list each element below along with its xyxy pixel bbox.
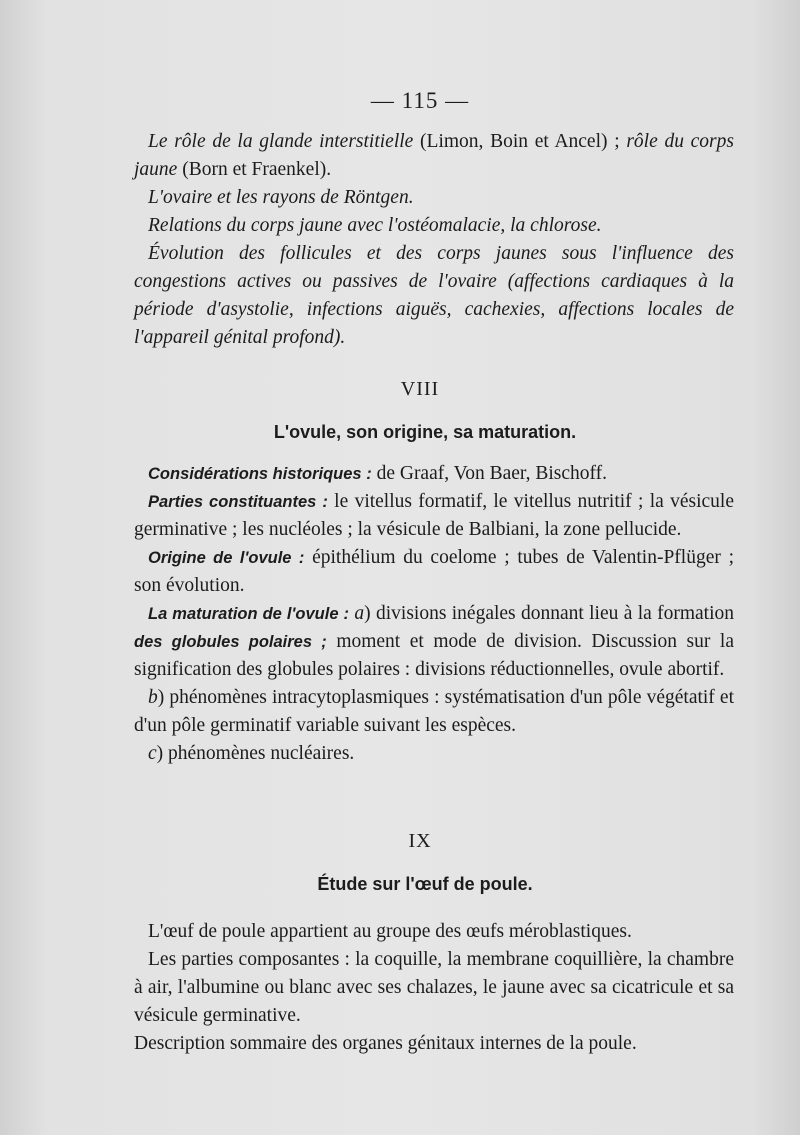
intro-italic-b: rôle du corps jaune xyxy=(134,131,734,180)
viii-p4-letter-a: a xyxy=(354,603,365,624)
viii-paragraph-1 xyxy=(134,460,734,488)
viii-paragraph-5 xyxy=(134,684,734,740)
viii-paragraph-6 xyxy=(134,740,734,768)
viii-p4-label-b: des globules polaires ; xyxy=(134,633,327,651)
viii-p4-text-a: ) divisions inégales donnant lieu à la formation xyxy=(364,603,735,624)
page-number: — 115 — xyxy=(370,88,470,113)
viii-p5-letter: b xyxy=(148,687,158,708)
viii-paragraph-2 xyxy=(134,488,734,544)
viii-p2-label: Parties constituantes : xyxy=(148,493,328,511)
intro-paragraph-1 xyxy=(134,128,734,184)
intro-paragraph-2: L'ovaire et les rayons de Röntgen. xyxy=(148,187,414,208)
viii-p5-text: ) phénomènes intracytoplasmiques : systématisation d'un pôle végétatif et d'un pôle germinatif variable suivant les espèces. xyxy=(134,687,734,736)
viii-p3-label: Origine de l'ovule : xyxy=(148,549,305,567)
intro-block xyxy=(134,128,734,352)
ix-paragraph-2: Les parties composantes : la coquille, la membrane coquillière, la chambre à air, l'albumine ou blanc avec ses chalazes, le jaune avec sa cicatricule et sa vésicule germinative. xyxy=(134,949,734,1026)
viii-p3-text: épithélium du coelome ; tubes de Valentin-Pflüger ; son évolution. xyxy=(134,547,734,596)
viii-p1-label: Considérations historiques : xyxy=(148,465,372,483)
viii-p6-letter: c xyxy=(148,743,157,764)
intro-paragraph-3: Relations du corps jaune avec l'ostéomalacie, la chlorose. xyxy=(148,215,602,236)
viii-p4-text-b: moment et mode de division. Discussion sur la signification des globules polaires : divisions réductionnelles, ovule abortif. xyxy=(134,631,734,680)
section-viii-body xyxy=(134,460,734,768)
viii-p1-text: de Graaf, Von Baer, Bischoff. xyxy=(371,463,608,484)
viii-paragraph-4 xyxy=(134,600,734,684)
viii-p4-label: La maturation de l'ovule : xyxy=(148,605,350,623)
section-viii-title: L'ovule, son origine, sa maturation. xyxy=(273,422,577,442)
ix-paragraph-3: Description sommaire des organes génitaux internes de la poule. xyxy=(134,1033,637,1054)
intro-paragraph-4: Évolution des follicules et des corps jaunes sous l'influence des congestions actives ou passives de l'ovaire (affections cardiaques à la période d'asystolie, infections aiguës, cachexies, affections locales de l'appareil génital profond). xyxy=(134,243,734,348)
section-ix-body xyxy=(134,918,734,1058)
section-viii-number: VIII xyxy=(400,378,440,400)
section-ix-title: Étude sur l'œuf de poule. xyxy=(317,874,533,894)
viii-p2-text: le vitellus formatif, le vitellus nutritif ; la vésicule germinative ; les nucléoles ; la vésicule de Balbiani, la zone pellucide. xyxy=(134,491,734,540)
intro-italic-a: Le rôle de la glande interstitielle xyxy=(148,131,414,152)
viii-paragraph-3 xyxy=(134,544,734,600)
intro-normal-a: (Limon, Boin et Ancel) ; xyxy=(413,131,627,152)
ix-paragraph-1: L'œuf de poule appartient au groupe des œufs méroblastiques. xyxy=(148,921,632,942)
viii-p6-text: ) phénomènes nucléaires. xyxy=(156,743,355,764)
intro-normal-b: (Born et Fraenkel). xyxy=(177,159,332,180)
section-ix-number: IX xyxy=(408,830,432,852)
